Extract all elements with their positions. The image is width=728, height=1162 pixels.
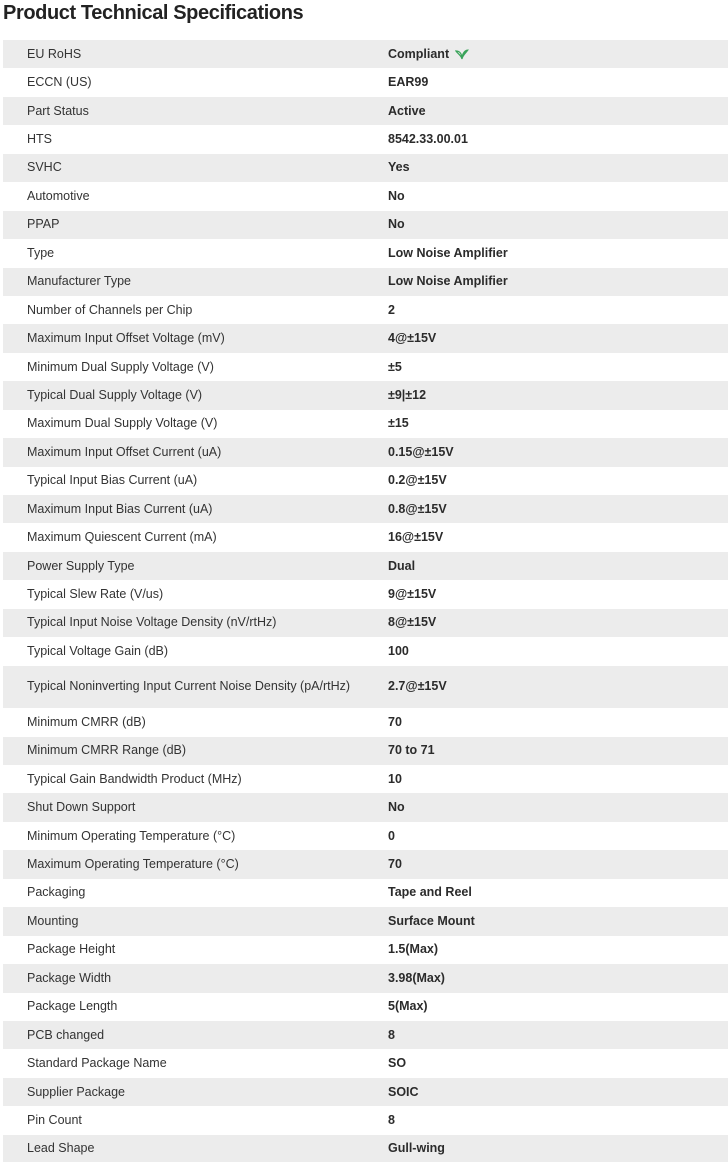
spec-row [3,580,728,608]
spec-value: 0.15@±15V [388,444,454,459]
spec-label: Package Length [3,993,388,1021]
spec-value-cell [388,1106,728,1134]
spec-label: Typical Dual Supply Voltage (V) [3,381,388,409]
spec-label: Maximum Input Offset Current (uA) [3,438,388,466]
spec-value: 8542.33.00.01 [388,132,468,147]
spec-value: 0.2@±15V [388,473,447,488]
spec-row [3,1135,728,1162]
spec-value: Low Noise Amplifier [388,245,508,260]
spec-value: EAR99 [388,75,429,90]
spec-table [3,40,728,1162]
spec-row [3,666,728,709]
spec-value: 100 [388,643,409,658]
spec-value-cell [388,822,728,850]
spec-label: Maximum Operating Temperature (°C) [3,850,388,878]
spec-row [3,936,728,964]
spec-label: Maximum Input Bias Current (uA) [3,495,388,523]
spec-row [3,353,728,381]
spec-value-cell [388,1049,728,1077]
spec-label: Lead Shape [3,1135,388,1162]
spec-value-cell [388,125,728,153]
spec-label: Mounting [3,907,388,935]
spec-value-cell [388,907,728,935]
spec-value: 16@±15V [388,530,444,545]
spec-value-cell [388,467,728,495]
spec-label: Minimum CMRR (dB) [3,708,388,736]
spec-row [3,879,728,907]
spec-value: SOIC [388,1084,419,1099]
spec-row [3,381,728,409]
spec-value: 2 [388,302,395,317]
spec-row [3,296,728,324]
spec-row [3,907,728,935]
spec-value-cell [388,964,728,992]
spec-row [3,324,728,352]
spec-value: 5(Max) [388,999,428,1014]
spec-value-cell [388,40,728,68]
spec-value: 8@±15V [388,615,437,630]
spec-value: ±9|±12 [388,387,427,402]
spec-value: 9@±15V [388,587,437,602]
spec-value: ±15 [388,416,409,431]
spec-row [3,609,728,637]
spec-value: Dual [388,558,416,573]
spec-value-cell [388,850,728,878]
spec-value-cell [388,1078,728,1106]
spec-value: 70 to 71 [388,743,435,758]
spec-value-cell [388,410,728,438]
spec-table-body [3,40,728,1162]
spec-label: Typical Input Noise Voltage Density (nV/rtHz) [3,609,388,637]
spec-label: Typical Voltage Gain (dB) [3,637,388,665]
spec-value: Yes [388,160,410,175]
spec-value: No [388,188,405,203]
spec-label: Typical Gain Bandwidth Product (MHz) [3,765,388,793]
spec-label: Packaging [3,879,388,907]
spec-row [3,765,728,793]
spec-value-cell [388,438,728,466]
spec-label: Minimum Dual Supply Voltage (V) [3,353,388,381]
spec-value-cell [388,580,728,608]
spec-label: Type [3,239,388,267]
spec-label: Manufacturer Type [3,268,388,296]
spec-value-cell [388,793,728,821]
spec-value: 8 [388,1112,395,1127]
spec-row [3,1021,728,1049]
spec-value: Active [388,103,426,118]
spec-value: ±5 [388,359,402,374]
spec-label: Standard Package Name [3,1049,388,1077]
spec-row [3,125,728,153]
spec-value-cell [388,609,728,637]
spec-label: Minimum CMRR Range (dB) [3,737,388,765]
spec-label: Minimum Operating Temperature (°C) [3,822,388,850]
spec-value: SO [388,1056,407,1071]
spec-value-cell [388,211,728,239]
spec-label: Power Supply Type [3,552,388,580]
spec-label: Package Height [3,936,388,964]
spec-value: Gull-wing [388,1141,445,1156]
spec-value: No [388,217,405,232]
spec-label: Typical Input Bias Current (uA) [3,467,388,495]
spec-row [3,68,728,96]
spec-label: Supplier Package [3,1078,388,1106]
spec-value: 0.8@±15V [388,501,447,516]
spec-row [3,552,728,580]
spec-value-cell [388,993,728,1021]
spec-value-cell [388,239,728,267]
spec-value: 4@±15V [388,331,437,346]
spec-row [3,182,728,210]
spec-row [3,268,728,296]
spec-row [3,523,728,551]
spec-label: Pin Count [3,1106,388,1134]
spec-value-cell [388,154,728,182]
spec-value-cell [388,936,728,964]
spec-value-cell [388,765,728,793]
spec-label: PPAP [3,211,388,239]
spec-row [3,467,728,495]
spec-value: 70 [388,714,402,729]
spec-label: Typical Slew Rate (V/us) [3,580,388,608]
spec-value-cell [388,666,728,709]
spec-row [3,850,728,878]
spec-label: Typical Noninverting Input Current Noise Density (pA/rtHz) [3,666,388,709]
spec-value-cell [388,708,728,736]
spec-value-cell [388,495,728,523]
spec-value: 70 [388,857,402,872]
spec-row [3,211,728,239]
spec-label: EU RoHS [3,40,388,68]
spec-value-cell [388,637,728,665]
spec-value: 8 [388,1027,395,1042]
spec-value-cell [388,737,728,765]
spec-value: No [388,800,405,815]
spec-value-cell [388,68,728,96]
spec-row [3,438,728,466]
spec-row [3,410,728,438]
spec-label: HTS [3,125,388,153]
spec-row [3,708,728,736]
spec-label: Maximum Quiescent Current (mA) [3,523,388,551]
spec-row [3,822,728,850]
page-title: Product Technical Specifications [3,2,304,24]
spec-row [3,793,728,821]
spec-label: SVHC [3,154,388,182]
spec-value: 0 [388,828,395,843]
spec-row [3,239,728,267]
spec-row [3,154,728,182]
spec-row [3,97,728,125]
spec-value-cell [388,1021,728,1049]
spec-value: Tape and Reel [388,885,472,900]
spec-value-cell [388,324,728,352]
spec-row [3,737,728,765]
spec-value-cell [388,353,728,381]
spec-value-cell [388,879,728,907]
spec-value-cell [388,97,728,125]
spec-value-cell [388,296,728,324]
spec-value: Low Noise Amplifier [388,274,508,289]
spec-label: Shut Down Support [3,793,388,821]
spec-value: 1.5(Max) [388,942,439,957]
spec-value-cell [388,268,728,296]
spec-value-cell [388,381,728,409]
spec-row [3,40,728,68]
leaf-icon [455,48,469,60]
spec-value: 10 [388,771,402,786]
spec-value-cell [388,1135,728,1162]
spec-label: Maximum Input Offset Voltage (mV) [3,324,388,352]
spec-value: 3.98(Max) [388,970,445,985]
spec-label: Number of Channels per Chip [3,296,388,324]
spec-value: Surface Mount [388,913,475,928]
spec-row [3,993,728,1021]
spec-row [3,964,728,992]
spec-label: Package Width [3,964,388,992]
spec-label: Automotive [3,182,388,210]
spec-row [3,1106,728,1134]
spec-row [3,637,728,665]
spec-value-cell [388,552,728,580]
spec-value-cell [388,523,728,551]
spec-label: ECCN (US) [3,68,388,96]
spec-row [3,495,728,523]
spec-value: Compliant [388,46,450,61]
spec-row [3,1049,728,1077]
spec-value: 2.7@±15V [388,679,447,694]
spec-row [3,1078,728,1106]
spec-label: Maximum Dual Supply Voltage (V) [3,410,388,438]
spec-label: Part Status [3,97,388,125]
spec-label: PCB changed [3,1021,388,1049]
spec-value-cell [388,182,728,210]
